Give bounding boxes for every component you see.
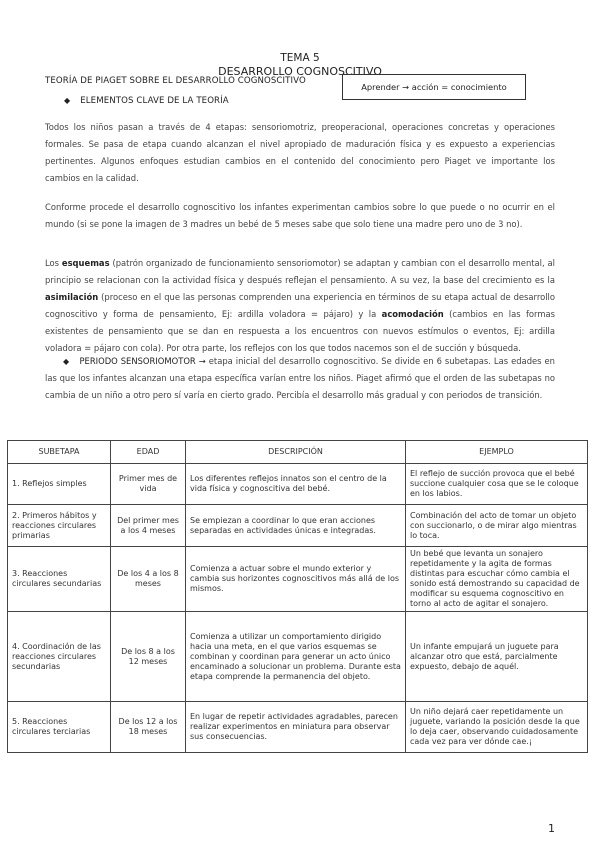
substages-table xyxy=(7,440,588,753)
cell-descripcion: En lugar de repetir actividades agradables, parecen realizar experimentos en miniatura para observar sus consecuencias. xyxy=(186,702,406,753)
table-row xyxy=(8,464,588,505)
cell-edad: Primer mes de vida xyxy=(111,464,186,505)
table-row xyxy=(8,505,588,547)
paragraph-schemas xyxy=(45,255,555,357)
bullet-heading-text: ELEMENTOS CLAVE DE LA TEORÍA xyxy=(80,96,229,106)
cell-descripcion: Los diferentes reflejos innatos son el centro de la vida física y cognoscitiva del bebé. xyxy=(186,464,406,505)
cell-edad: De los 12 a los 18 meses xyxy=(111,702,186,753)
paragraph-stages: Todos los niños pasan a través de 4 etapas: sensoriomotriz, preoperacional, operaciones concretas y operaciones formales. Se pasa de etapa cuando alcanzan el nivel apropiado de maduración física y es expuesto a experiencias pertinentes. Algunos enfoques estudian cambios en el contenido del conocimiento pero Piaget ve importante los cambios en la calidad. xyxy=(45,122,555,183)
page-number: 1 xyxy=(548,822,555,835)
diamond-bullet-icon: ◆ xyxy=(64,96,71,105)
text: Los xyxy=(45,258,62,268)
cell-ejemplo: El reflejo de succión provoca que el bebé succione cualquier cosa que se le coloque en los labios. xyxy=(406,464,588,505)
bullet-heading xyxy=(64,96,229,106)
header-descripcion: DESCRIPCIÓN xyxy=(186,441,406,464)
table-row xyxy=(8,612,588,702)
cell-subetapa: 5. Reacciones circulares terciarias xyxy=(8,702,111,753)
text: (cambios en las formas existentes de pensamiento que se dan en respuesta a los encuentros con nuevos estímulos o eventos, Ej: ardilla voladora = pájaro con cola). Por otra parte, los reflejos con los que todos nacemos son el de succión y búsqueda. xyxy=(45,309,555,353)
text: etapa inicial del desarrollo cognoscitivo. Se divide en 6 subetapas. Las edades en las que los infantes alcanzan una etapa específica varían entre los niños. Piaget afirmó que el orden de las subetapas no cambia de un niño a otro pero sí varía en cierto grado. Percibía el desarrollo más gradual y con periodos de transición. xyxy=(45,356,555,400)
term-esquemas: esquemas xyxy=(61,258,110,268)
paragraph-sensorimotor xyxy=(45,353,555,404)
text: (patrón organizado de funcionamiento sensoriomotor) se adaptan y cambian con el desarrollo mental, al principio se relacionan con la actividad física y después reflejan el pensamiento. A su vez, la base del crecimiento es la xyxy=(45,258,555,285)
sensorimotor-heading: PERIODO SENSORIOMOTOR → xyxy=(79,356,206,366)
section-heading: TEORÍA DE PIAGET SOBRE EL DESARROLLO COGNOSCITIVO xyxy=(45,76,306,86)
term-asimilacion: asimilación xyxy=(45,292,99,302)
cell-subetapa: 3. Reacciones circulares secundarias xyxy=(8,547,111,612)
document-title: TEMA 5 xyxy=(280,52,320,64)
cell-ejemplo: Combinación del acto de tomar un objeto con succionarlo, o de mirar algo mientras lo toca. xyxy=(406,505,588,547)
document-subtitle: DESARROLLO COGNOSCITIVO xyxy=(218,65,382,78)
cell-ejemplo: Un infante empujará un juguete para alcanzar otro que está, parcialmente expuesto, debajo de aquél. xyxy=(406,612,588,702)
cell-ejemplo: Un bebé que levanta un sonajero repetidamente y la agita de formas distintas para escuchar cómo cambia el sonido está demostrando su capacidad de modificar su esquema cognoscitivo en torno al acto de agitar el sonajero. xyxy=(406,547,588,612)
cell-subetapa: 1. Reflejos simples xyxy=(8,464,111,505)
cell-subetapa: 4. Coordinación de las reacciones circulares secundarias xyxy=(8,612,111,702)
cell-edad: De los 8 a los 12 meses xyxy=(111,612,186,702)
cell-edad: De los 4 a los 8 meses xyxy=(111,547,186,612)
table-header-row xyxy=(8,441,588,464)
header-subetapa: SUBETAPA xyxy=(8,441,111,464)
diamond-bullet-icon: ◆ xyxy=(63,357,70,366)
text: (proceso en el que las personas comprenden una experiencia en términos de su etapa actual de desarrollo cognoscitivo y forma de pensamiento, Ej: ardilla voladora = pájaro) y la xyxy=(45,292,555,319)
header-ejemplo: EJEMPLO xyxy=(406,441,588,464)
header-edad: EDAD xyxy=(111,441,186,464)
cell-edad: Del primer mes a los 4 meses xyxy=(111,505,186,547)
cell-ejemplo: Un niño dejará caer repetidamente un juguete, variando la posición desde la que lo deja caer, observando cuidadosamente cada vez para ver dónde cae.¡ xyxy=(406,702,588,753)
cell-subetapa: 2. Primeros hábitos y reacciones circulares primarias xyxy=(8,505,111,547)
table-row xyxy=(8,702,588,753)
table-row xyxy=(8,547,588,612)
term-acomodacion: acomodación xyxy=(381,309,444,319)
cell-descripcion: Comienza a actuar sobre el mundo exterior y cambia sus horizontes cognoscitivos más allá de los mismos. xyxy=(186,547,406,612)
formula-box: Aprender → acción = conocimiento xyxy=(342,74,526,100)
cell-descripcion: Comienza a utilizar un comportamiento dirigido hacia una meta, en el que varios esquemas se combinan y coordinan para generar un acto único encaminado a solucionar un problema. Durante esta etapa comprende la permanencia del objeto. xyxy=(186,612,406,702)
cell-descripcion: Se empiezan a coordinar lo que eran acciones separadas en actividades únicas e integradas. xyxy=(186,505,406,547)
paragraph-cognitive-change: Conforme procede el desarrollo cognoscitivo los infantes experimentan cambios sobre lo que puede o no ocurrir en el mundo (si se pone la imagen de 3 madres un bebé de 5 meses sabe que solo tiene una madre pero uno de 3 no). xyxy=(45,202,555,229)
